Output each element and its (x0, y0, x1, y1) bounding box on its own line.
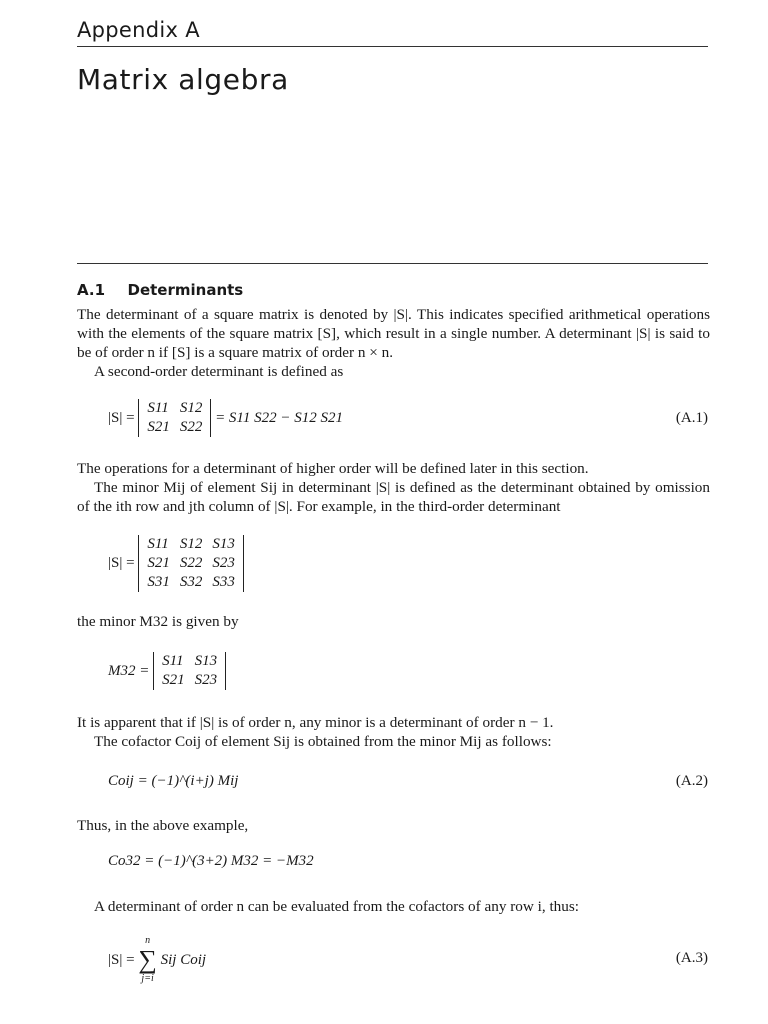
matrix-minor-element: S21 (162, 672, 185, 688)
equation-a2 (108, 773, 238, 790)
equation-a3 (108, 934, 206, 986)
equation-example-text: Co32 = (−1)^(3+2) M32 = −M32 (108, 853, 314, 869)
intro-paragraph (77, 305, 710, 381)
sum-upper-limit: n (145, 935, 151, 946)
matrix-minor-element: S13 (194, 653, 218, 669)
matrix-3x3-row (142, 554, 240, 573)
chapter-title: Matrix algebra (77, 63, 289, 96)
determinant-2x2 (138, 399, 211, 437)
sum-lower-limit: j=i (141, 973, 154, 984)
section-heading (77, 281, 243, 299)
equation-example (108, 853, 314, 870)
equation-minor-lhs: M32 = (108, 662, 150, 679)
equation-minor (108, 652, 226, 690)
equation-third-order-lhs: |S| = (108, 555, 135, 571)
matrix-3x3-element: S33 (212, 574, 235, 590)
minor-paragraph (77, 459, 710, 516)
matrix-3x3-element: S11 (147, 536, 169, 552)
paragraph-above-example: Thus, in the above example, (77, 817, 249, 834)
equation-a1-rhs: = S11 S22 − S12 S21 (215, 409, 343, 426)
matrix-minor-row (157, 652, 222, 671)
matrix-3x3-element: S12 (179, 536, 203, 552)
matrix-a1-element: S21 (147, 419, 170, 435)
example-paragraph (77, 816, 710, 835)
matrix-a1-element: S22 (179, 419, 203, 435)
matrix-3x3-element: S23 (212, 555, 235, 571)
paragraph-higher-order: The operations for a determinant of higher order will be defined later in this section. (77, 460, 589, 477)
equation-a1 (108, 399, 343, 437)
paragraph-minor-order: It is apparent that if |S| is of order n, any minor is a determinant of order n − 1. (77, 714, 554, 731)
matrix-3x3-element: S21 (147, 555, 170, 571)
matrix-a1-row (142, 399, 207, 418)
matrix-3x3-row (142, 535, 240, 554)
matrix-minor-row (157, 671, 222, 690)
section-rule (77, 263, 708, 264)
paragraph-cofactor-definition: The cofactor Coij of element Sij is obtained from the minor Mij as follows: (94, 733, 552, 750)
evaluation-paragraph (77, 897, 710, 916)
matrix-3x3-element: S31 (147, 574, 170, 590)
minor-given-paragraph (77, 612, 710, 631)
summation-symbol (138, 934, 157, 986)
header-rule (77, 46, 708, 47)
equation-a2-text: Coij = (−1)^(i+j) Mij (108, 773, 239, 789)
equation-a3-lhs: |S| = (108, 951, 135, 968)
matrix-minor-element: S23 (194, 672, 218, 688)
determinant-3x3 (138, 535, 244, 592)
determinant-minor (153, 652, 226, 690)
equation-a3-term: Sij Coij (160, 951, 207, 968)
matrix-a1-element: S11 (147, 400, 169, 416)
equation-number-a2: (A.2) (675, 773, 708, 789)
paragraph-second-order: A second-order determinant is defined as (94, 363, 344, 380)
section-number: A.1 (77, 281, 106, 299)
matrix-a1-row (142, 418, 207, 437)
matrix-3x3-element: S32 (179, 574, 203, 590)
equation-third-order (108, 535, 244, 592)
paragraph-evaluation: A determinant of order n can be evaluated from the cofactors of any row i, thus: (94, 898, 579, 915)
equation-number-a3: (A.3) (675, 950, 708, 966)
paragraph-minor-definition: The minor Mij of element Sij in determinant |S| is defined as the determinant obtained by omission of the ith row and jth column of |S|. For example, in the third-order determinant (77, 479, 710, 515)
equation-a1-lhs: |S| = (108, 409, 135, 426)
matrix-3x3-row (142, 573, 240, 592)
equation-number-a1: (A.1) (675, 410, 708, 426)
paragraph-minor-given: the minor M32 is given by (77, 613, 239, 630)
section-title: Determinants (127, 281, 244, 299)
chapter-label: Appendix A (77, 18, 200, 42)
matrix-minor-element: S11 (162, 653, 184, 669)
cofactor-paragraph (77, 713, 710, 751)
matrix-3x3-element: S13 (212, 536, 235, 552)
matrix-3x3-element: S22 (179, 555, 203, 571)
paragraph-determinant-definition: The determinant of a square matrix is denoted by |S|. This indicates specified arithmetical operations with the elements of the square matrix [S], which result in a single number. A determinant |S| is said to be of order n if [S] is a square matrix of order n × n. (77, 306, 710, 361)
sigma-icon: ∑ (138, 945, 157, 974)
matrix-a1-element: S12 (179, 400, 203, 416)
